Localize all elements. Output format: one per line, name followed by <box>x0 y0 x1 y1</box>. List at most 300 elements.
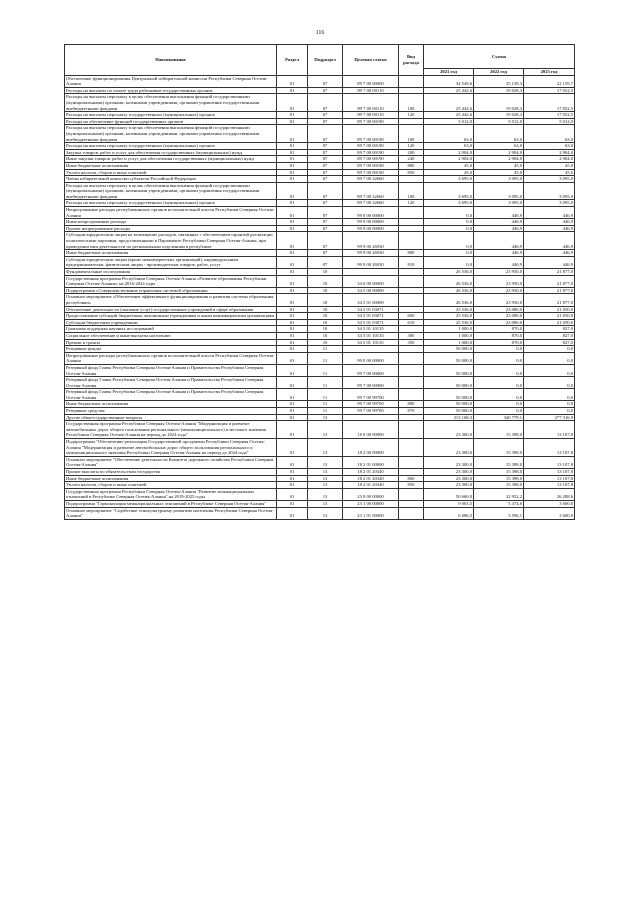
row-target: 23 1 00 00000 <box>343 500 399 507</box>
row-sum-2023: 17 052,5 <box>524 94 575 112</box>
row-sum-2022: 446,9 <box>474 250 524 257</box>
row-section: 01 <box>277 313 308 320</box>
row-subsection: 07 <box>308 232 343 250</box>
row-sum-2021: 26 536,0 <box>424 294 474 306</box>
row-target: 89 7 00 00110 <box>343 94 399 112</box>
row-section: 01 <box>277 232 308 250</box>
row-name: Субсидии юридическим лицам на возмещение расходов, связанных с обеспечением гарантий реализации политическими партиями, представленными в Парламенте Республики Северная Осетия-Алания, при проведении ими деятельности по региональным отделениям в республике <box>65 232 277 250</box>
row-vid: 850 <box>399 482 424 489</box>
table-row <box>65 275 575 287</box>
row-section: 01 <box>277 275 308 287</box>
row-sum-2023: 21 050,0 <box>524 306 575 313</box>
row-vid <box>399 294 424 306</box>
row-name: Расходы на выплаты персоналу государственных (муниципальных) органов <box>65 143 277 150</box>
row-sum-2023: 22 159,7 <box>524 75 575 87</box>
row-sum-2023: 0,0 <box>524 408 575 415</box>
row-target: 18 2 01 00000 <box>343 456 399 468</box>
row-target: 99 7 00 00000 <box>343 377 399 389</box>
row-name: Фундаментальные исследования <box>65 269 277 276</box>
row-sum-2023: 827,0 <box>524 326 575 333</box>
table-row <box>65 176 575 183</box>
row-sum-2021: 0,0 <box>424 219 474 226</box>
table-row <box>65 346 575 353</box>
row-section: 01 <box>277 401 308 408</box>
row-sum-2021: 23 300,0 <box>424 469 474 476</box>
row-section: 01 <box>277 507 308 519</box>
row-sum-2023: 446,9 <box>524 232 575 250</box>
row-sum-2021: 50 000,0 <box>424 346 474 353</box>
row-subsection: 13 <box>308 507 343 519</box>
row-subsection: 11 <box>308 377 343 389</box>
row-sum-2022: 0,0 <box>474 352 524 364</box>
row-sum-2021: 0,0 <box>424 250 474 257</box>
row-vid <box>399 377 424 389</box>
row-target: 18 2 01 20340 <box>343 482 399 489</box>
row-sum-2023: 13 107,8 <box>524 439 575 457</box>
row-subsection: 07 <box>308 169 343 176</box>
table-row <box>65 326 575 333</box>
table-row <box>65 507 575 519</box>
row-sum-2022: 23 950,0 <box>474 269 524 276</box>
row-vid <box>399 225 424 232</box>
row-sum-2023: 0,0 <box>524 401 575 408</box>
row-sum-2021: 1 000,0 <box>424 332 474 339</box>
row-target: 34 5 01 10135 <box>343 332 399 339</box>
row-name: Расходы на выплаты по оплате труда работников государственных органов <box>65 87 277 94</box>
row-subsection: 10 <box>308 313 343 320</box>
row-vid <box>399 207 424 219</box>
row-subsection: 13 <box>308 488 343 500</box>
row-section: 01 <box>277 352 308 364</box>
row-name: Премии и гранты <box>65 339 277 346</box>
row-vid <box>399 287 424 294</box>
table-row <box>65 156 575 163</box>
row-sum-2021: 63,0 <box>424 143 474 150</box>
row-target: 34 5 01 03071 <box>343 306 399 313</box>
row-section: 01 <box>277 75 308 87</box>
row-sum-2023: 827,0 <box>524 332 575 339</box>
table-body <box>65 75 575 519</box>
row-vid <box>399 469 424 476</box>
row-vid: 120 <box>399 112 424 119</box>
row-target: 99 7 00 99700 <box>343 401 399 408</box>
row-section: 01 <box>277 364 308 376</box>
table-row <box>65 421 575 439</box>
row-sum-2023: 45,0 <box>524 162 575 169</box>
row-subsection: 13 <box>308 439 343 457</box>
row-subsection: 07 <box>308 250 343 257</box>
row-name: Иные непрограммные расходы <box>65 219 277 226</box>
row-subsection: 11 <box>308 389 343 401</box>
table-row <box>65 232 575 250</box>
row-sum-2021: 3 695,0 <box>424 200 474 207</box>
table-row <box>65 207 575 219</box>
row-sum-2022: 2 904,0 <box>474 156 524 163</box>
row-sum-2023: 446,9 <box>524 207 575 219</box>
table-row <box>65 377 575 389</box>
row-vid <box>399 306 424 313</box>
row-subsection: 10 <box>308 332 343 339</box>
row-subsection: 07 <box>308 182 343 200</box>
row-subsection: 07 <box>308 156 343 163</box>
table-row <box>65 219 575 226</box>
row-sum-2023: 13 107,8 <box>524 456 575 468</box>
row-sum-2021: 50 660,0 <box>424 488 474 500</box>
row-subsection: 10 <box>308 339 343 346</box>
row-target: 34 5 01 10135 <box>343 326 399 333</box>
row-vid <box>399 232 424 250</box>
table-row <box>65 469 575 476</box>
row-vid <box>399 456 424 468</box>
row-name: Основное мероприятие "Обеспечение деятельности Комитета дорожного хозяйства Республики Северная Осетия-Алания" <box>65 456 277 468</box>
row-target <box>343 269 399 276</box>
row-name: Социальное обеспечение и иные выплаты населению <box>65 332 277 339</box>
row-sum-2023: 21 050,0 <box>524 313 575 320</box>
row-subsection: 10 <box>308 319 343 326</box>
row-vid: 800 <box>399 401 424 408</box>
table-row <box>65 294 575 306</box>
row-name: Резервный фонд Главы Республики Северная Осетия-Алания и Правительства Республики Северная Осетия-Алания <box>65 389 277 401</box>
row-subsection: 13 <box>308 500 343 507</box>
row-sum-2021: 23 300,0 <box>424 482 474 489</box>
row-name: Расходы на выплаты персоналу в целях обеспечения выполнения функций государственными (муниципальными) органами, казенными учреждениями, органами управления государственными внебюджетными фондами <box>65 125 277 143</box>
row-name: Субсидии юридическим лицам (кроме некоммерческих организаций), индивидуальным предпринимателям, физическим лицам - производителям товаров, работ, услуг <box>65 256 277 268</box>
row-sum-2021: 25 442,6 <box>424 94 474 112</box>
row-target: 34 5 00 00000 <box>343 287 399 294</box>
row-subsection: 11 <box>308 364 343 376</box>
row-sum-2022: 0,0 <box>474 346 524 353</box>
row-subsection: 07 <box>308 149 343 156</box>
row-target: 99 9 00 26930 <box>343 232 399 250</box>
row-sum-2021: 2 904,0 <box>424 156 474 163</box>
row-section: 01 <box>277 421 308 439</box>
row-target: 18 2 00 00000 <box>343 439 399 457</box>
row-sum-2023: 2 904,0 <box>524 149 575 156</box>
row-name: Члены избирательной комиссии субъектов Российской Федерации <box>65 176 277 183</box>
row-section: 01 <box>277 182 308 200</box>
row-subsection: 10 <box>308 287 343 294</box>
row-target: 89 7 00 00190 <box>343 169 399 176</box>
row-subsection: 13 <box>308 475 343 482</box>
row-sum-2021: 23 300,0 <box>424 421 474 439</box>
row-name: Иные бюджетные ассигнования <box>65 475 277 482</box>
row-target <box>343 346 399 353</box>
table-row <box>65 112 575 119</box>
row-sum-2021: 50 000,0 <box>424 352 474 364</box>
row-sum-2023: 63,0 <box>524 143 575 150</box>
row-vid: 350 <box>399 339 424 346</box>
table-row <box>65 401 575 408</box>
row-sum-2022: 3 095,0 <box>474 182 524 200</box>
row-section: 01 <box>277 389 308 401</box>
row-sum-2021: 26 536,0 <box>424 269 474 276</box>
row-name: Государственная программа Республики Северная Осетия-Алания "Модернизация и развитие автомобильных дорог общего пользования регионального (межмуниципального) и местного значения Республики Северная Осетия-Алания на период до 2024 года" <box>65 421 277 439</box>
row-target: 89 7 00 32660 <box>343 182 399 200</box>
row-vid <box>399 118 424 125</box>
row-sum-2021: 23 300,0 <box>424 456 474 468</box>
row-sum-2022: 0,0 <box>474 377 524 389</box>
row-sum-2022: 446,9 <box>474 256 524 268</box>
row-sum-2022: 446,9 <box>474 207 524 219</box>
row-sum-2021: 25 536,0 <box>424 306 474 313</box>
row-subsection: 07 <box>308 219 343 226</box>
table-row <box>65 482 575 489</box>
row-sum-2022: 23 950,0 <box>474 275 524 287</box>
row-sum-2022: 2 904,0 <box>474 149 524 156</box>
row-sum-2022: 25 158,3 <box>474 75 524 87</box>
row-subsection: 13 <box>308 456 343 468</box>
row-sum-2021: 313 168,3 <box>424 414 474 421</box>
table-row <box>65 408 575 415</box>
row-sum-2022: 63,0 <box>474 125 524 143</box>
row-section: 01 <box>277 269 308 276</box>
table-row <box>65 332 575 339</box>
row-sum-2021: 50 000,0 <box>424 401 474 408</box>
row-sum-2022: 15 398,0 <box>474 469 524 476</box>
row-sum-2021: 50 000,0 <box>424 408 474 415</box>
row-vid: 870 <box>399 408 424 415</box>
row-sum-2021: 26 536,0 <box>424 287 474 294</box>
row-vid: 100 <box>399 182 424 200</box>
page-number: 116 <box>315 30 325 36</box>
row-target <box>343 414 399 421</box>
row-vid <box>399 219 424 226</box>
table-row <box>65 414 575 421</box>
row-section: 01 <box>277 414 308 421</box>
row-name: Подпрограмма "Гармонизация межнациональных отношений в Республике Северная Осетия-Алания" <box>65 500 277 507</box>
row-section: 01 <box>277 377 308 389</box>
row-subsection: 10 <box>308 275 343 287</box>
table-row <box>65 313 575 320</box>
row-section: 01 <box>277 439 308 457</box>
header-section: Раздел <box>277 45 308 76</box>
row-subsection: 13 <box>308 414 343 421</box>
row-subsection: 13 <box>308 482 343 489</box>
row-sum-2021: 2 904,0 <box>424 149 474 156</box>
row-section: 01 <box>277 118 308 125</box>
table-row <box>65 169 575 176</box>
row-sum-2021: 0,0 <box>424 207 474 219</box>
table-row <box>65 94 575 112</box>
row-sum-2022: 870,0 <box>474 332 524 339</box>
row-name: Расходы на выплаты персоналу в целях обеспечения выполнения функций государственными (муниципальными) органами, казенными учреждениями, органами управления государственными внебюджетными фондами <box>65 94 277 112</box>
row-vid: 240 <box>399 156 424 163</box>
table-row <box>65 256 575 268</box>
row-sum-2023: 3 095,0 <box>524 176 575 183</box>
row-sum-2022: 15 398,0 <box>474 421 524 439</box>
row-target: 89 7 00 00110 <box>343 112 399 119</box>
row-sum-2023: 17 052,5 <box>524 112 575 119</box>
row-section: 01 <box>277 456 308 468</box>
row-target: 34 0 00 00000 <box>343 275 399 287</box>
row-subsection: 07 <box>308 112 343 119</box>
row-section: 01 <box>277 488 308 500</box>
row-name: Основное мероприятие «Обеспечение эффективного функционирования и развития системы образования республики» <box>65 294 277 306</box>
row-vid: 800 <box>399 250 424 257</box>
row-section: 01 <box>277 346 308 353</box>
row-sum-2022: 446,9 <box>474 232 524 250</box>
row-sum-2022: 446,9 <box>474 219 524 226</box>
table-row <box>65 339 575 346</box>
row-section: 01 <box>277 225 308 232</box>
row-vid <box>399 75 424 87</box>
row-section: 01 <box>277 319 308 326</box>
table-row <box>65 143 575 150</box>
header-target: Целевая статья <box>343 45 399 76</box>
row-subsection: 07 <box>308 143 343 150</box>
table-row <box>65 269 575 276</box>
row-name: Прочие выплаты по обязательствам государства <box>65 469 277 476</box>
row-subsection: 07 <box>308 125 343 143</box>
row-name: Основное мероприятие "Содействие этнокультурному развитию населения Республики Северная Осетия-Алания" <box>65 507 277 519</box>
row-sum-2022: 23 080,0 <box>474 319 524 326</box>
row-name: Иные бюджетные ассигнования <box>65 162 277 169</box>
row-subsection: 11 <box>308 401 343 408</box>
row-name: Прочие непрограммные расходы <box>65 225 277 232</box>
row-section: 01 <box>277 306 308 313</box>
row-target: 23 1 01 00000 <box>343 507 399 519</box>
row-target: 89 7 00 00190 <box>343 125 399 143</box>
row-section: 01 <box>277 294 308 306</box>
row-name: Расходы на выплаты персоналу в целях обеспечения выполнения функций государственными (муниципальными) органами, казенными учреждениями, органами управления государственными внебюджетными фондами <box>65 182 277 200</box>
row-sum-2022: 0,0 <box>474 408 524 415</box>
row-vid: 120 <box>399 143 424 150</box>
row-section: 01 <box>277 125 308 143</box>
row-sum-2022: 5 012,0 <box>474 118 524 125</box>
header-2022: 2022 год <box>474 69 524 76</box>
row-vid <box>399 275 424 287</box>
row-target: 99 0 00 00000 <box>343 352 399 364</box>
table-row <box>65 352 575 364</box>
row-vid <box>399 488 424 500</box>
row-subsection: 10 <box>308 269 343 276</box>
row-subsection: 13 <box>308 421 343 439</box>
row-sum-2021: 3 695,0 <box>424 176 474 183</box>
row-sum-2023: 277 316,0 <box>524 414 575 421</box>
row-subsection: 11 <box>308 352 343 364</box>
row-section: 01 <box>277 219 308 226</box>
table-row <box>65 488 575 500</box>
row-sum-2022: 19 028,3 <box>474 112 524 119</box>
row-vid <box>399 346 424 353</box>
row-vid: 800 <box>399 162 424 169</box>
row-sum-2023: 3 095,0 <box>524 200 575 207</box>
row-sum-2022: 19 028,3 <box>474 87 524 94</box>
header-name: Наименование <box>65 45 277 76</box>
table-row <box>65 287 575 294</box>
row-subsection: 10 <box>308 326 343 333</box>
row-vid <box>399 439 424 457</box>
row-target: 89 7 00 32660 <box>343 176 399 183</box>
row-sum-2021: 1 000,0 <box>424 339 474 346</box>
row-sum-2023: 446,9 <box>524 250 575 257</box>
row-sum-2023: 63,0 <box>524 125 575 143</box>
row-sum-2023: 3 095,0 <box>524 182 575 200</box>
row-vid: 810 <box>399 256 424 268</box>
row-target: 34 5 01 03071 <box>343 319 399 326</box>
table-row <box>65 87 575 94</box>
row-target: 89 7 00 00190 <box>343 118 399 125</box>
row-sum-2021: 25 442,6 <box>424 112 474 119</box>
row-name: Подпрограмма "Обеспечение реализации Государственной программы Республики Северная Осетия-Алания "Модернизация и развитие автомобильных дорог общего пользования регионального и межмуниципального значения Республики Северная Осетия-Алания на период до 2024 года" <box>65 439 277 457</box>
row-target: 99 9 00 00000 <box>343 219 399 226</box>
row-sum-2023: 3 600,0 <box>524 507 575 519</box>
row-sum-2022: 5 474,6 <box>474 500 524 507</box>
row-sum-2022: 3 095,0 <box>474 176 524 183</box>
table-row <box>65 118 575 125</box>
row-sum-2023: 0,0 <box>524 389 575 401</box>
row-target: 23 0 00 00000 <box>343 488 399 500</box>
row-sum-2023: 13 107,8 <box>524 482 575 489</box>
row-section: 01 <box>277 250 308 257</box>
row-name: Расходы на выплаты персоналу государственных (муниципальных) органов <box>65 200 277 207</box>
header-vid: Вид расхода <box>399 45 424 76</box>
row-section: 01 <box>277 162 308 169</box>
table-row <box>65 364 575 376</box>
row-section: 01 <box>277 169 308 176</box>
row-sum-2021: 25 536,0 <box>424 313 474 320</box>
row-section: 01 <box>277 176 308 183</box>
row-target: 99 0 00 00000 <box>343 207 399 219</box>
row-name: Расходы на выплаты персоналу государственных (муниципальных) органов <box>65 112 277 119</box>
row-sum-2023: 446,9 <box>524 256 575 268</box>
row-sum-2023: 13 107,8 <box>524 421 575 439</box>
row-section: 01 <box>277 287 308 294</box>
row-subsection: 07 <box>308 118 343 125</box>
row-target: 89 7 00 00110 <box>343 87 399 94</box>
row-vid: 300 <box>399 332 424 339</box>
row-vid: 610 <box>399 319 424 326</box>
table-row <box>65 149 575 156</box>
row-name: Предоставление субсидий бюджетным, автономным учреждениям и иным некоммерческим организациям <box>65 313 277 320</box>
row-target: 99 9 00 26930 <box>343 256 399 268</box>
row-sum-2022: 15 398,0 <box>474 475 524 482</box>
row-subsection: 07 <box>308 256 343 268</box>
row-name: Закупка товаров, работ и услуг для обеспечения государственных (муниципальных) нужд <box>65 149 277 156</box>
row-sum-2022: 3 095,0 <box>474 200 524 207</box>
row-name: Непрограммные расходы республиканских органов исполнительной власти Республики Северная Осетия-Алания <box>65 207 277 219</box>
row-sum-2022: 15 398,0 <box>474 482 524 489</box>
row-subsection: 07 <box>308 87 343 94</box>
row-sum-2021: 6 686,5 <box>424 507 474 519</box>
row-sum-2021: 25 536,0 <box>424 319 474 326</box>
row-section: 01 <box>277 500 308 507</box>
row-section: 01 <box>277 94 308 112</box>
row-name: Уплата налогов, сборов и иных платежей <box>65 169 277 176</box>
row-vid <box>399 176 424 183</box>
row-name: Обеспечение функционирования Центральной избирательной комиссии Республики Северная Осетия-Алания <box>65 75 277 87</box>
row-vid <box>399 389 424 401</box>
row-name: Иные закупки товаров, работ и услуг для обеспечения государственных (муниципальных) нужд <box>65 156 277 163</box>
row-sum-2022: 870,0 <box>474 339 524 346</box>
row-vid <box>399 364 424 376</box>
row-name: Обеспечение деятельности (оказание услуг) государственных учреждений в сфере образования <box>65 306 277 313</box>
table-row <box>65 182 575 200</box>
row-section: 01 <box>277 156 308 163</box>
row-sum-2023: 17 052,5 <box>524 87 575 94</box>
row-target: 99 9 00 00000 <box>343 225 399 232</box>
row-sum-2021: 23 300,0 <box>424 439 474 457</box>
row-sum-2023: 0,0 <box>524 346 575 353</box>
row-vid <box>399 507 424 519</box>
row-sum-2021: 3 695,0 <box>424 182 474 200</box>
row-target: 18 2 01 20340 <box>343 469 399 476</box>
row-name: Подпрограмма «Совершенствование управления системой образования» <box>65 287 277 294</box>
row-sum-2023: 21 877,0 <box>524 287 575 294</box>
row-vid <box>399 352 424 364</box>
row-sum-2021: 34 549,6 <box>424 75 474 87</box>
row-vid <box>399 414 424 421</box>
